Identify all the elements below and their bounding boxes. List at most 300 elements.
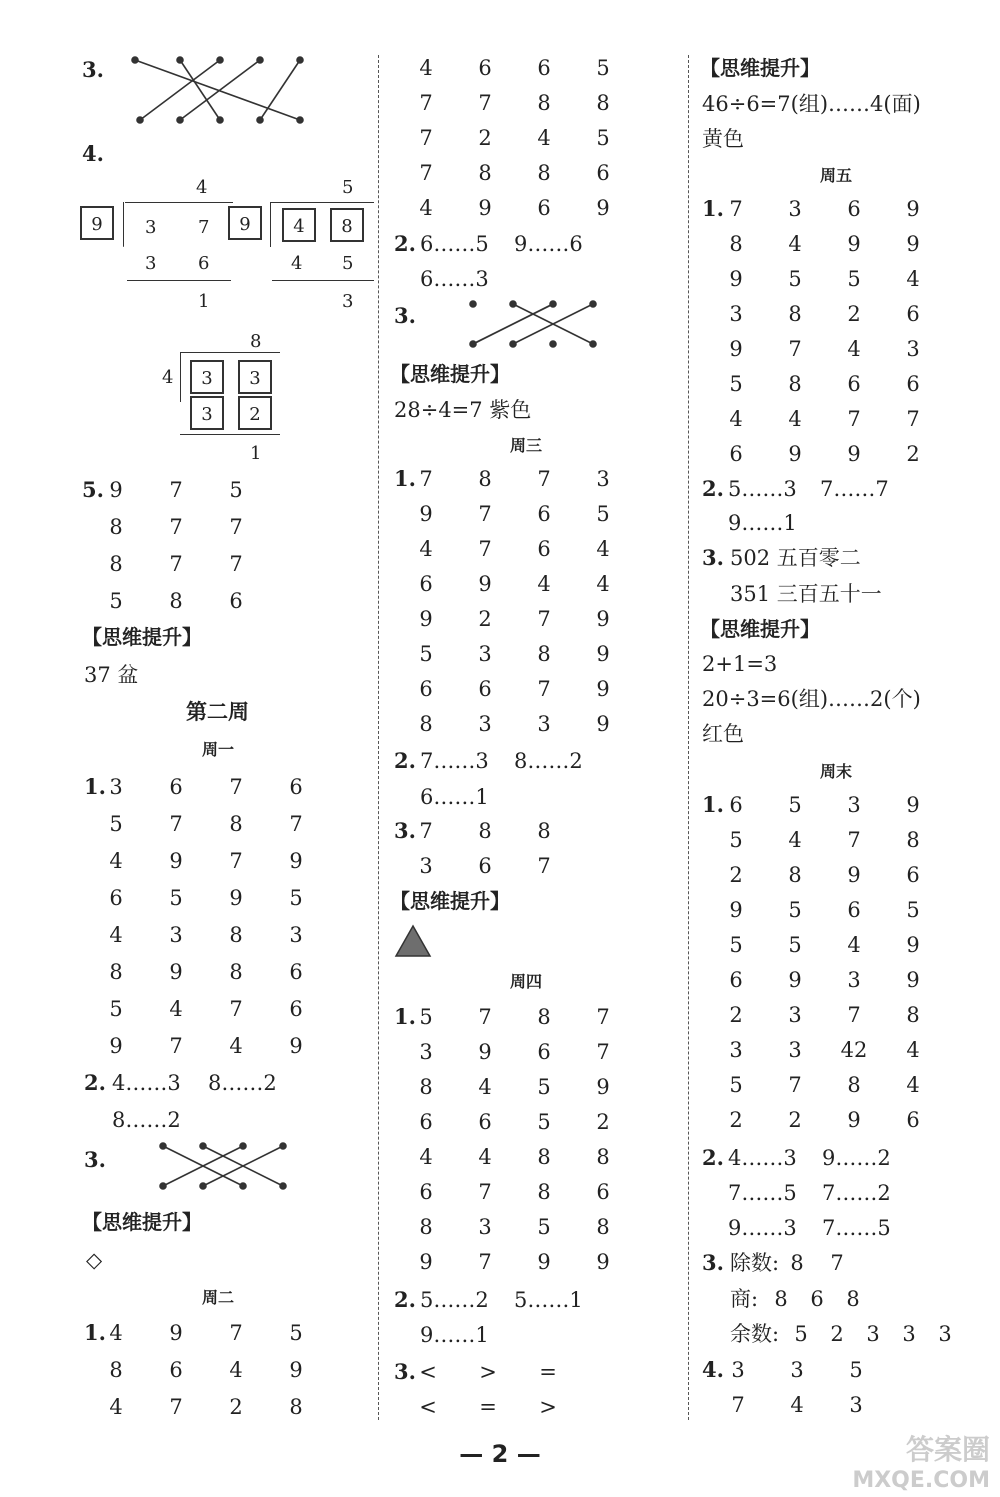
- answer-value: 7: [289, 812, 303, 836]
- answer-value: 6: [596, 161, 610, 185]
- answer-value: 9: [596, 642, 610, 666]
- question-label: 4.: [82, 141, 104, 166]
- watermark-url: MXQE.COM: [852, 1468, 990, 1493]
- answer-value: 7: [169, 812, 183, 836]
- remainder-answer: 8……2: [514, 749, 583, 773]
- answer-value: 3: [109, 775, 123, 799]
- answer-value: 4: [729, 407, 743, 431]
- answer-value: 8: [109, 1358, 123, 1382]
- division-bracket: [123, 202, 124, 247]
- answer-text: 46÷6=7(组)……4(面): [702, 92, 921, 116]
- answer-value: 8: [109, 960, 123, 984]
- answer-value: 7: [537, 607, 551, 631]
- answer-value: 6: [906, 1108, 920, 1132]
- column-left: [0, 0, 378, 1430]
- answer-value: 6: [847, 372, 861, 396]
- subtraction-line: [180, 434, 280, 435]
- answer-value: <: [419, 1360, 437, 1384]
- answer-value: 8: [847, 1073, 861, 1097]
- answer-value: 8: [537, 1005, 551, 1029]
- answer-value: 7: [478, 1005, 492, 1029]
- answer-text: 351 三百五十一: [730, 582, 882, 606]
- answer-value: 3: [788, 1038, 802, 1062]
- answer-value: 5: [109, 812, 123, 836]
- answer-value: 2: [729, 1003, 743, 1027]
- answer-value: 7: [478, 1250, 492, 1274]
- answer-value: 6: [729, 793, 743, 817]
- answer-value: 3: [847, 968, 861, 992]
- answer-value: 4: [847, 337, 861, 361]
- question-label: 5.: [82, 477, 104, 502]
- answer-value: 3: [419, 1040, 433, 1064]
- remainder-answer: 4……3: [112, 1071, 181, 1095]
- answer-value: 6: [478, 677, 492, 701]
- remainder-digit: 1: [250, 443, 262, 464]
- answer-value: 4: [788, 232, 802, 256]
- answer-value: 6: [596, 1180, 610, 1204]
- answer-value: 4: [906, 1038, 920, 1062]
- answer-value: 5: [537, 1215, 551, 1239]
- answer-value: 8: [229, 960, 243, 984]
- watermark-logo: 答案圈: [905, 1433, 990, 1466]
- answer-value: 4: [788, 407, 802, 431]
- answer-value: 6: [906, 302, 920, 326]
- answer-value: 3: [866, 1322, 880, 1346]
- dividend-digit: 7: [198, 217, 210, 238]
- answer-value: 8: [478, 467, 492, 491]
- answer-value: 7: [731, 1393, 745, 1417]
- answer-value: 9: [847, 863, 861, 887]
- answer-value: 7: [478, 91, 492, 115]
- divisor-box: 9: [80, 206, 114, 240]
- section-title: 【思维提升】: [82, 625, 202, 649]
- remainder-answer: 8……2: [208, 1071, 277, 1095]
- quotient-digit: 5: [342, 177, 354, 198]
- answer-value: 9: [109, 478, 123, 502]
- answer-value: 8: [596, 91, 610, 115]
- answer-value: 8: [788, 302, 802, 326]
- answer-value: 9: [906, 197, 920, 221]
- answer-value: 5: [906, 898, 920, 922]
- answer-value: 6: [289, 997, 303, 1021]
- answer-value: 7: [419, 91, 433, 115]
- answer-value: 5: [109, 997, 123, 1021]
- remainder-digit: 1: [198, 291, 210, 312]
- question-label: 3.: [702, 1250, 724, 1275]
- remainder-answer: 9……1: [420, 1323, 489, 1347]
- answer-value: 7: [419, 161, 433, 185]
- answer-value: 7: [419, 819, 433, 843]
- answer-value: 7: [537, 677, 551, 701]
- answer-value: 7: [847, 1003, 861, 1027]
- answer-value: 8: [109, 515, 123, 539]
- answer-value: 4: [419, 56, 433, 80]
- answer-value: 3: [289, 923, 303, 947]
- answer-value: 7: [830, 1251, 844, 1275]
- question-label: 2.: [394, 748, 416, 773]
- quotient-digit: 8: [250, 331, 262, 352]
- question-label: 3.: [394, 303, 416, 328]
- answer-value: 6: [906, 863, 920, 887]
- remainder-answer: 9……1: [728, 511, 797, 535]
- remainder-answer: 9……3: [728, 1216, 797, 1240]
- answer-value: 6: [109, 886, 123, 910]
- answer-text: 502 五百零二: [730, 546, 861, 570]
- answer-value: 9: [729, 337, 743, 361]
- question-label: 2.: [702, 476, 724, 501]
- answer-value: 6: [810, 1287, 824, 1311]
- answer-value: 4: [906, 267, 920, 291]
- answer-value: 9: [169, 960, 183, 984]
- answer-value: 6: [289, 775, 303, 799]
- remainder-answer: 7……7: [820, 477, 889, 501]
- answer-value: 7: [229, 515, 243, 539]
- remainder-answer: 7……3: [420, 749, 489, 773]
- answer-value: <: [419, 1395, 437, 1419]
- answer-value: 5: [419, 642, 433, 666]
- answer-value: 3: [478, 712, 492, 736]
- remainder-answer: 7……2: [822, 1181, 891, 1205]
- subtraction-line: [127, 280, 231, 281]
- answer-value: 9: [289, 1358, 303, 1382]
- digit-box: 3: [190, 396, 224, 430]
- answer-text: ◇: [86, 1248, 103, 1272]
- column-divider: [378, 55, 379, 1420]
- answer-value: 9: [169, 849, 183, 873]
- answer-value: 4: [537, 126, 551, 150]
- column-middle: [380, 0, 688, 1430]
- remainder-answer: 5……2: [420, 1288, 489, 1312]
- answer-text: 37 盆: [84, 663, 139, 687]
- question-label: 3.: [394, 818, 416, 843]
- answer-value: 9: [229, 886, 243, 910]
- answer-value: 9: [906, 968, 920, 992]
- answer-value: 2: [478, 126, 492, 150]
- answer-value: 5: [596, 56, 610, 80]
- answer-value: 9: [596, 196, 610, 220]
- answer-value: 3: [478, 642, 492, 666]
- answer-value: 6: [289, 960, 303, 984]
- day-title: 周四: [510, 972, 543, 991]
- answer-value: 4: [229, 1034, 243, 1058]
- answer-value: 9: [596, 712, 610, 736]
- answer-value: 3: [729, 302, 743, 326]
- answer-value: 5: [537, 1075, 551, 1099]
- day-title: 周末: [820, 762, 853, 781]
- answer-value: 4: [596, 572, 610, 596]
- divisor-box: 9: [228, 206, 262, 240]
- quotient-label: 商:: [730, 1287, 759, 1311]
- answer-value: 6: [419, 572, 433, 596]
- answer-value: 5: [289, 1321, 303, 1345]
- remainder-answer: 6……5: [420, 232, 489, 256]
- answer-value: 8: [906, 1003, 920, 1027]
- answer-value: 9: [478, 196, 492, 220]
- division-bracket: [180, 352, 181, 402]
- answer-value: 8: [788, 372, 802, 396]
- answer-value: 9: [847, 442, 861, 466]
- answer-value: 5: [849, 1358, 863, 1382]
- answer-value: 5: [729, 372, 743, 396]
- answer-value: 5: [109, 589, 123, 613]
- answer-value: 8: [289, 1395, 303, 1419]
- answer-value: 7: [478, 1180, 492, 1204]
- answer-value: >: [479, 1360, 497, 1384]
- question-label: 1.: [702, 792, 724, 817]
- answer-value: 9: [109, 1034, 123, 1058]
- remainder-answer: 6……1: [420, 785, 489, 809]
- remainder-label: 余数:: [730, 1322, 780, 1346]
- question-label: 1.: [702, 196, 724, 221]
- matching-lines-figure: [465, 296, 605, 352]
- remainder-digit: 3: [342, 291, 354, 312]
- answer-value: 9: [596, 677, 610, 701]
- answer-value: 2: [596, 1110, 610, 1134]
- answer-value: =: [479, 1395, 497, 1419]
- question-label: 3.: [82, 57, 104, 82]
- answer-value: 9: [289, 1034, 303, 1058]
- answer-value: 7: [596, 1040, 610, 1064]
- answer-value: 4: [229, 1358, 243, 1382]
- answer-value: 4: [109, 849, 123, 873]
- answer-value: 4: [419, 196, 433, 220]
- answer-value: 9: [596, 607, 610, 631]
- dividend-box: 8: [330, 208, 364, 242]
- answer-value: 6: [537, 56, 551, 80]
- answer-value: 9: [788, 442, 802, 466]
- answer-value: 5: [847, 267, 861, 291]
- remainder-answer: 7……5: [728, 1181, 797, 1205]
- division-bar: [125, 202, 233, 203]
- answer-value: 8: [537, 1180, 551, 1204]
- column-right: [690, 0, 1000, 1430]
- answer-value: 2: [906, 442, 920, 466]
- answer-value: 9: [847, 1108, 861, 1132]
- answer-value: 6: [847, 197, 861, 221]
- answer-text: 2+1=3: [702, 652, 778, 676]
- answer-value: 5: [788, 793, 802, 817]
- answer-value: 5: [596, 126, 610, 150]
- answer-value: 7: [419, 126, 433, 150]
- answer-value: 8: [537, 819, 551, 843]
- question-label: 1.: [84, 1320, 106, 1345]
- answer-value: 2: [729, 863, 743, 887]
- answer-value: 4: [109, 1321, 123, 1345]
- question-label: 2.: [84, 1070, 106, 1095]
- column-divider: [688, 55, 689, 1420]
- answer-value: 6: [537, 196, 551, 220]
- remainder-answer: 4……3: [728, 1146, 797, 1170]
- answer-value: 7: [229, 552, 243, 576]
- answer-value: 7: [847, 828, 861, 852]
- answer-value: 5: [169, 886, 183, 910]
- question-label: 1.: [84, 774, 106, 799]
- product-digit: 5: [342, 253, 354, 274]
- section-title: 【思维提升】: [82, 1210, 202, 1234]
- answer-value: 3: [729, 1038, 743, 1062]
- answer-value: 9: [478, 1040, 492, 1064]
- answer-value: 3: [478, 1215, 492, 1239]
- division-bar: [270, 202, 374, 203]
- divisor-label: 除数:: [730, 1251, 780, 1275]
- remainder-answer: 8……2: [112, 1108, 181, 1132]
- remainder-answer: 5……1: [514, 1288, 583, 1312]
- answer-value: 3: [790, 1358, 804, 1382]
- answer-value: 5: [788, 898, 802, 922]
- triangle-icon: [394, 924, 432, 958]
- answer-value: 3: [906, 337, 920, 361]
- remainder-answer: 5……3: [728, 477, 797, 501]
- answer-value: 8: [478, 819, 492, 843]
- answer-value: 7: [478, 502, 492, 526]
- answer-value: 2: [229, 1395, 243, 1419]
- answer-value: 7: [906, 407, 920, 431]
- answer-value: 5: [419, 1005, 433, 1029]
- answer-value: 5: [537, 1110, 551, 1134]
- answer-value: 3: [788, 1003, 802, 1027]
- answer-value: 4: [788, 828, 802, 852]
- answer-value: 7: [229, 997, 243, 1021]
- answer-value: 8: [419, 1075, 433, 1099]
- answer-value: 6: [229, 589, 243, 613]
- answer-value: 9: [596, 1250, 610, 1274]
- answer-value: 8: [788, 863, 802, 887]
- answer-value: 8: [419, 712, 433, 736]
- answer-value: 3: [731, 1358, 745, 1382]
- answer-value: 4: [419, 1145, 433, 1169]
- product-digit: 3: [145, 253, 157, 274]
- section-title: 【思维提升】: [390, 362, 510, 386]
- answer-value: 2: [478, 607, 492, 631]
- answer-text: 28÷4=7 紫色: [394, 398, 532, 422]
- digit-box: 3: [238, 360, 272, 394]
- answer-value: 7: [229, 849, 243, 873]
- question-label: 2.: [394, 1287, 416, 1312]
- remainder-answer: 7……5: [822, 1216, 891, 1240]
- answer-value: 9: [289, 849, 303, 873]
- answer-value: 9: [537, 1250, 551, 1274]
- answer-value: =: [539, 1360, 557, 1384]
- page-number: — 2 —: [459, 1440, 541, 1468]
- answer-value: 7: [169, 1395, 183, 1419]
- answer-value: 7: [169, 1034, 183, 1058]
- answer-value: 8: [229, 923, 243, 947]
- answer-value: 9: [478, 572, 492, 596]
- answer-value: 6: [478, 56, 492, 80]
- answer-text: 黄色: [702, 127, 744, 151]
- answer-value: 3: [938, 1322, 952, 1346]
- answer-value: 7: [229, 1321, 243, 1345]
- answer-value: >: [539, 1395, 557, 1419]
- answer-value: 8: [774, 1287, 788, 1311]
- answer-value: 5: [794, 1322, 808, 1346]
- remainder-answer: 9……6: [514, 232, 583, 256]
- answer-value: 3: [849, 1393, 863, 1417]
- question-label: 3.: [84, 1147, 106, 1172]
- answer-value: 7: [596, 1005, 610, 1029]
- answer-value: 3: [596, 467, 610, 491]
- answer-value: 9: [169, 1321, 183, 1345]
- answer-value: 6: [419, 1180, 433, 1204]
- answer-value: 9: [729, 898, 743, 922]
- subtraction-line: [272, 280, 374, 281]
- answer-value: 4: [109, 1395, 123, 1419]
- matching-lines-figure: [155, 1138, 295, 1194]
- day-title: 周三: [510, 436, 543, 455]
- answer-value: 9: [906, 793, 920, 817]
- answer-value: 8: [729, 232, 743, 256]
- answer-value: 9: [419, 502, 433, 526]
- section-title: 【思维提升】: [700, 617, 820, 641]
- matching-lines-figure: [125, 50, 315, 130]
- answer-value: 6: [169, 1358, 183, 1382]
- answer-value: 8: [596, 1145, 610, 1169]
- answer-value: 2: [847, 302, 861, 326]
- answer-value: 4: [419, 537, 433, 561]
- answer-value: 2: [830, 1322, 844, 1346]
- answer-value: 6: [847, 898, 861, 922]
- week-title: 第二周: [186, 700, 249, 724]
- answer-value: 6: [478, 854, 492, 878]
- answer-value: 2: [729, 1108, 743, 1132]
- answer-value: 6: [537, 502, 551, 526]
- question-label: 1.: [394, 466, 416, 491]
- divisor-digit: 4: [162, 367, 174, 388]
- answer-text: 红色: [702, 722, 744, 746]
- answer-value: 8: [109, 552, 123, 576]
- answer-value: 8: [478, 161, 492, 185]
- answer-value: 6: [729, 442, 743, 466]
- answer-value: 42: [840, 1038, 868, 1062]
- answer-value: 3: [788, 197, 802, 221]
- answer-value: 3: [537, 712, 551, 736]
- answer-value: 7: [847, 407, 861, 431]
- answer-value: 7: [229, 775, 243, 799]
- answer-value: 6: [169, 775, 183, 799]
- answer-value: 7: [419, 467, 433, 491]
- division-bar: [180, 352, 280, 353]
- question-label: 3.: [702, 545, 724, 570]
- question-label: 2.: [394, 231, 416, 256]
- answer-value: 5: [729, 828, 743, 852]
- remainder-answer: 6……3: [420, 267, 489, 291]
- answer-value: 7: [788, 1073, 802, 1097]
- answer-value: 8: [537, 642, 551, 666]
- answer-value: 9: [419, 1250, 433, 1274]
- answer-value: 7: [537, 467, 551, 491]
- answer-value: 5: [788, 267, 802, 291]
- answer-value: 6: [537, 1040, 551, 1064]
- answer-value: 3: [847, 793, 861, 817]
- answer-text: 20÷3=6(组)……2(个): [702, 687, 921, 711]
- day-title: 周五: [820, 166, 853, 185]
- answer-value: 8: [537, 1145, 551, 1169]
- answer-value: 5: [729, 933, 743, 957]
- answer-value: 4: [169, 997, 183, 1021]
- answer-value: 8: [229, 812, 243, 836]
- product-digit: 4: [291, 253, 303, 274]
- day-title: 周二: [202, 1288, 235, 1307]
- digit-box: 3: [190, 360, 224, 394]
- answer-value: 5: [729, 1073, 743, 1097]
- answer-value: 5: [788, 933, 802, 957]
- answer-value: 7: [169, 552, 183, 576]
- division-bracket: [270, 202, 271, 247]
- answer-value: 6: [419, 1110, 433, 1134]
- answer-value: 7: [169, 478, 183, 502]
- question-label: 4.: [702, 1357, 724, 1382]
- answer-value: 4: [537, 572, 551, 596]
